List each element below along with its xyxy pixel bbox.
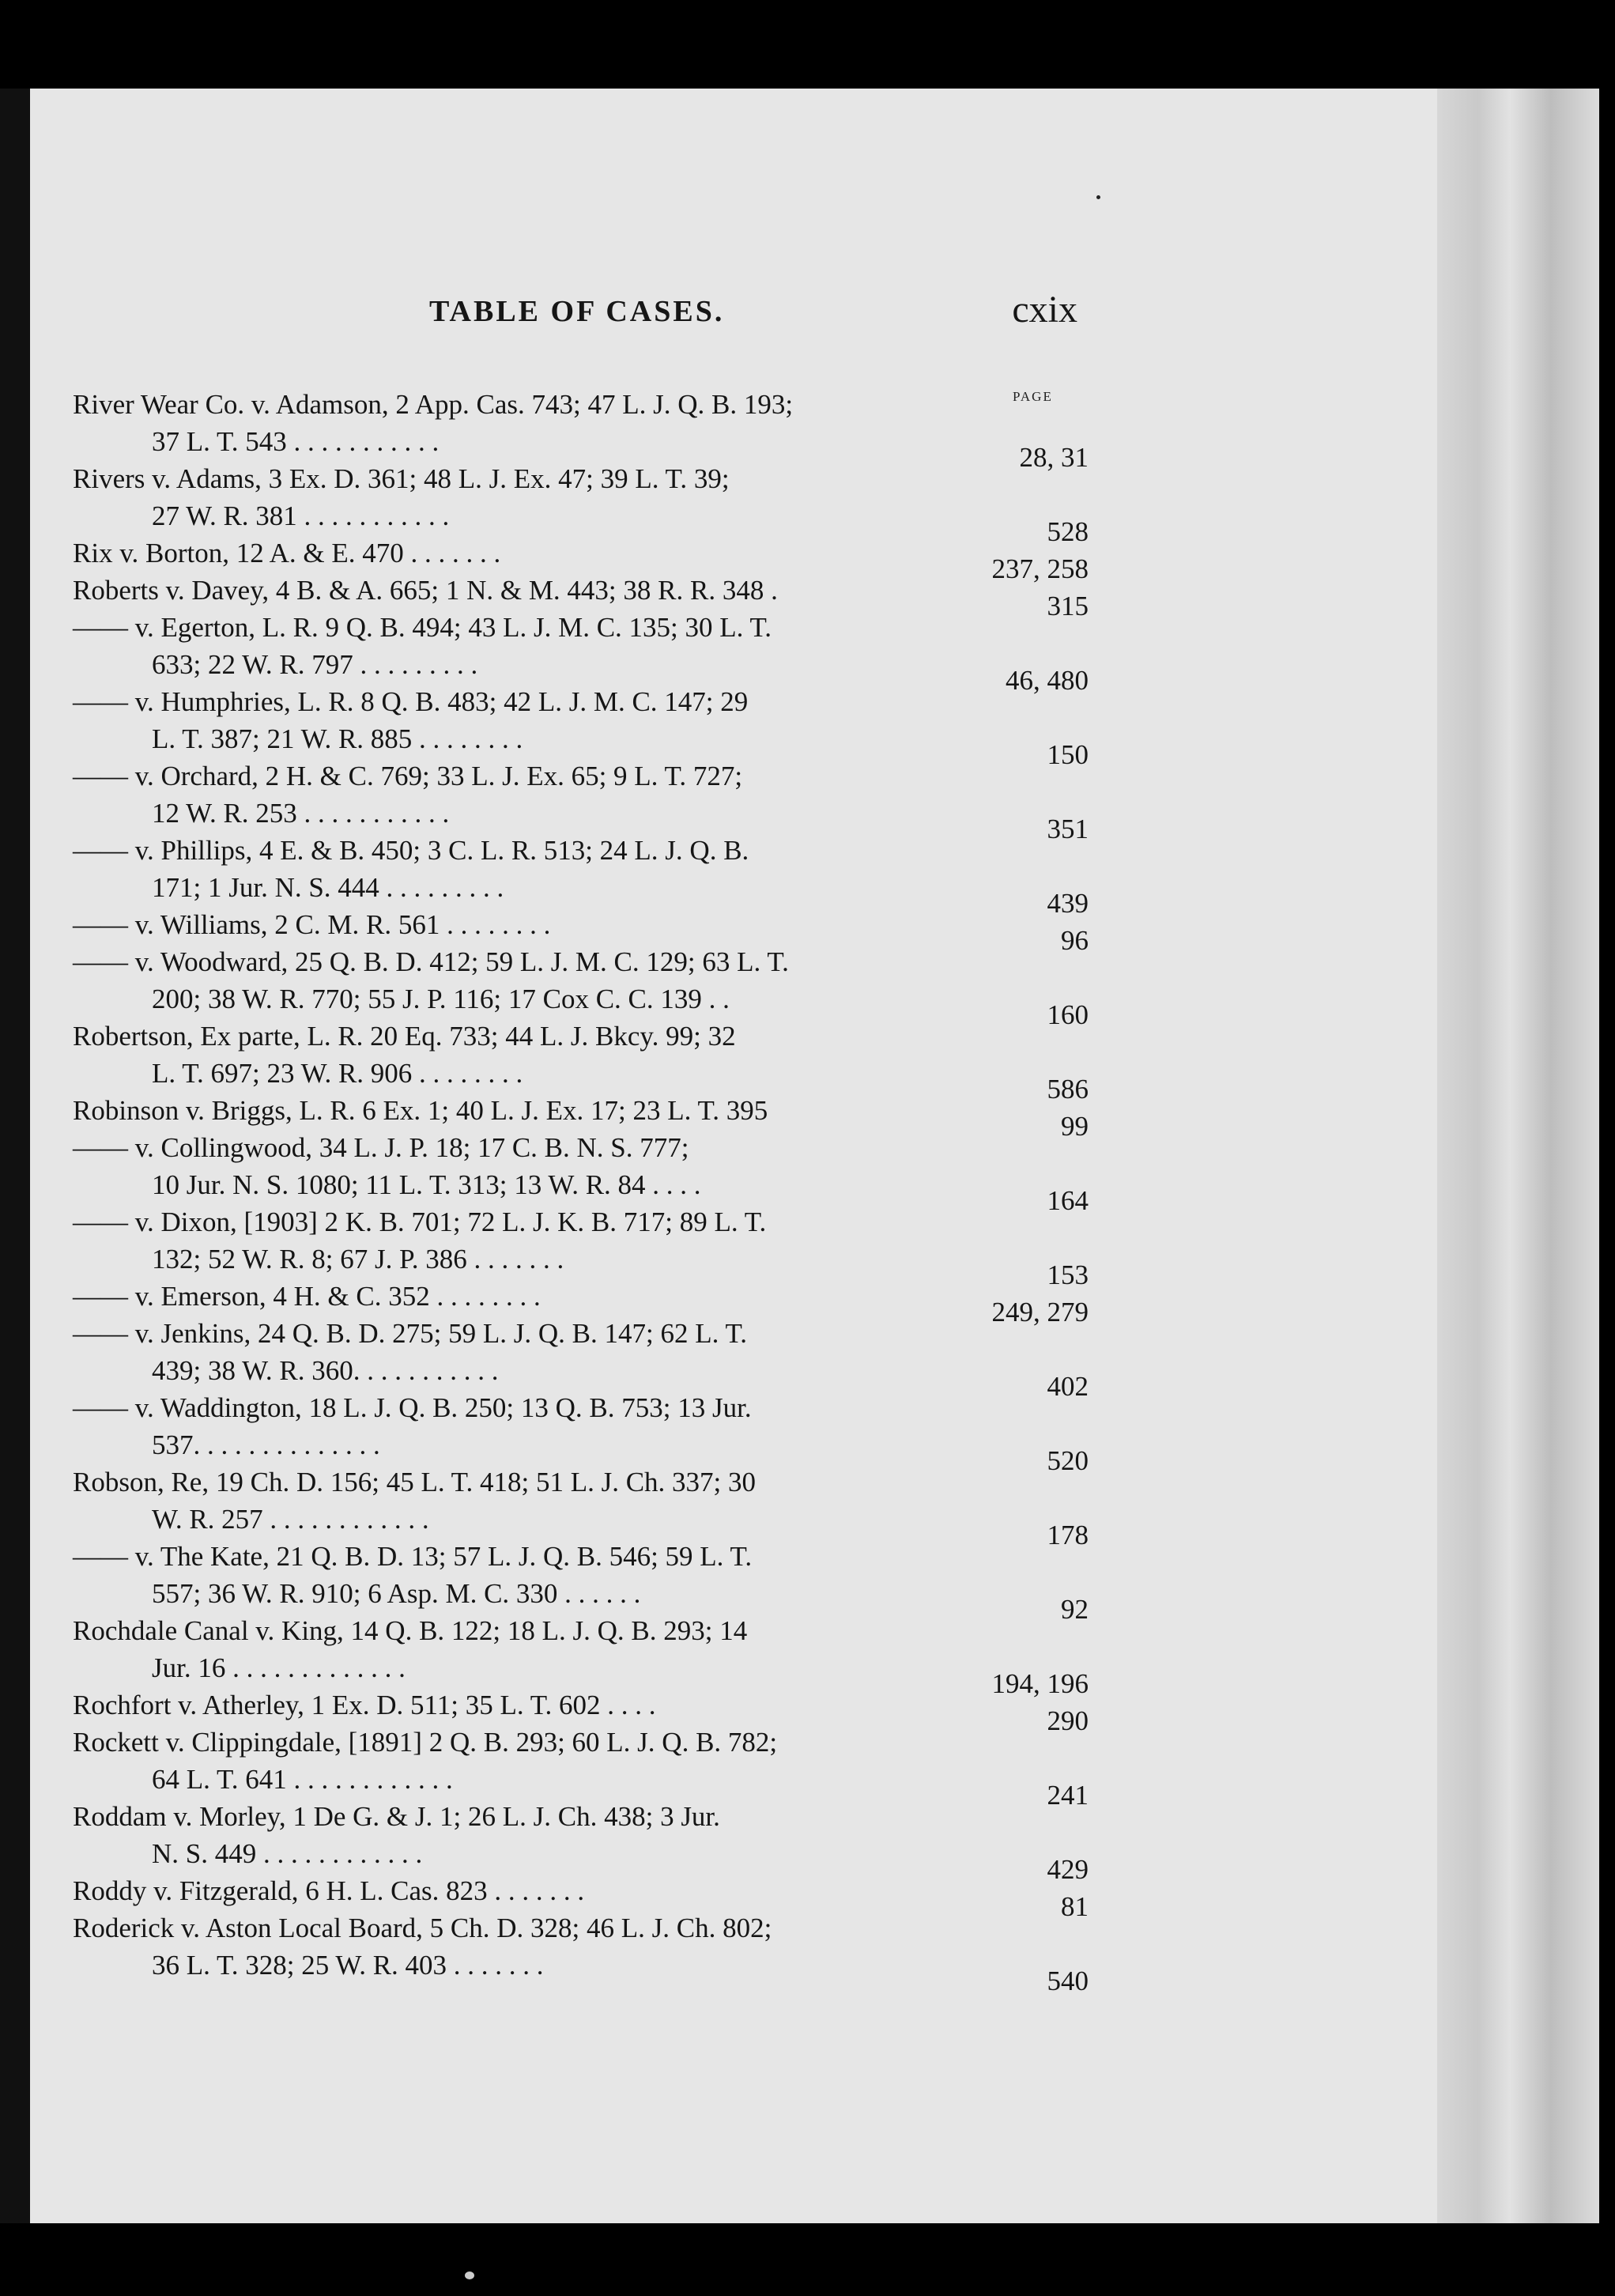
case-entry	[73, 906, 1089, 956]
case-citation-continued: N. S. 449 . . . . . . . . . . . .	[152, 1838, 423, 1869]
page-reference: 290	[1047, 1705, 1089, 1736]
case-citation-continued: 132; 52 W. R. 8; 67 J. P. 386 . . . . . . .	[152, 1244, 564, 1275]
page-reference: 153	[1047, 1259, 1089, 1290]
case-citation-continued: 171; 1 Jur. N. S. 444 . . . . . . . . .	[152, 872, 504, 903]
case-citation-continued: L. T. 387; 21 W. R. 885 . . . . . . . .	[152, 723, 523, 754]
case-entry	[73, 832, 1089, 919]
case-citation: —— v. Humphries, L. R. 8 Q. B. 483; 42 L. J. M. C. 147; 29	[73, 686, 749, 717]
case-entry	[73, 1315, 1089, 1402]
case-entry	[73, 1278, 1089, 1327]
page-reference: 249, 279	[991, 1297, 1089, 1327]
case-citation-continued: Jur. 16 . . . . . . . . . . . . .	[152, 1652, 406, 1683]
case-entry	[73, 1798, 1089, 1885]
case-entry	[73, 386, 1089, 473]
case-entries	[73, 386, 1089, 1996]
case-citation: Rockett v. Clippingdale, [1891] 2 Q. B. 293; 60 L. J. Q. B. 782;	[73, 1727, 778, 1758]
case-entry	[73, 609, 1089, 696]
page-reference: 520	[1047, 1445, 1089, 1476]
page-header	[429, 289, 1077, 342]
page-reference: 92	[1061, 1594, 1089, 1625]
case-entry	[73, 534, 1089, 584]
running-head: TABLE OF CASES.	[429, 295, 725, 328]
case-citation-continued: L. T. 697; 23 W. R. 906 . . . . . . . .	[152, 1058, 523, 1089]
case-citation-continued: 10 Jur. N. S. 1080; 11 L. T. 313; 13 W. R. 84 . . . .	[152, 1169, 701, 1200]
case-citation: —— v. The Kate, 21 Q. B. D. 13; 57 L. J. Q. B. 546; 59 L. T.	[73, 1541, 753, 1572]
page-reference: 402	[1047, 1371, 1089, 1402]
page-reference: 164	[1047, 1185, 1089, 1216]
page-column-label: PAGE	[1013, 389, 1053, 404]
case-entry	[73, 943, 1089, 1030]
case-citation: River Wear Co. v. Adamson, 2 App. Cas. 743; 47 L. J. Q. B. 193;	[73, 389, 794, 420]
page-reference: 241	[1047, 1780, 1089, 1811]
page-reference: 81	[1061, 1891, 1089, 1922]
page-reference: 429	[1047, 1854, 1089, 1885]
case-entry	[73, 757, 1089, 844]
case-entry	[73, 1018, 1089, 1105]
case-citation: —— v. Emerson, 4 H. & C. 352 . . . . . . . .	[73, 1281, 541, 1312]
page-reference: 237, 258	[991, 553, 1089, 584]
case-entry	[73, 1538, 1089, 1625]
case-citation: Robson, Re, 19 Ch. D. 156; 45 L. T. 418; 51 L. J. Ch. 337; 30	[73, 1467, 757, 1497]
page-reference: 96	[1061, 925, 1089, 956]
case-entry	[73, 1909, 1089, 1996]
page-reference: 194, 196	[991, 1668, 1089, 1699]
case-citation: Roddam v. Morley, 1 De G. & J. 1; 26 L. J. Ch. 438; 3 Jur.	[73, 1801, 720, 1832]
page-reference: 46, 480	[1006, 665, 1089, 696]
case-citation: Rivers v. Adams, 3 Ex. D. 361; 48 L. J. Ex. 47; 39 L. T. 39;	[73, 463, 730, 494]
page-reference: 160	[1047, 999, 1089, 1030]
dust-speck	[1096, 195, 1100, 199]
case-citation-continued: 36 L. T. 328; 25 W. R. 403 . . . . . . .	[152, 1950, 544, 1981]
case-entry	[73, 1463, 1089, 1550]
case-citation-continued: 12 W. R. 253 . . . . . . . . . . .	[152, 798, 450, 829]
case-citation-continued: 557; 36 W. R. 910; 6 Asp. M. C. 330 . . . . . .	[152, 1578, 641, 1609]
case-citation-continued: 200; 38 W. R. 770; 55 J. P. 116; 17 Cox C. C. 139 . .	[152, 984, 730, 1014]
case-entry	[73, 460, 1089, 547]
case-citation: —— v. Collingwood, 34 L. J. P. 18; 17 C. B. N. S. 777;	[73, 1132, 689, 1163]
case-entry	[73, 1872, 1089, 1922]
case-citation: Roddy v. Fitzgerald, 6 H. L. Cas. 823 . . . . . . .	[73, 1875, 585, 1906]
case-citation-continued: 439; 38 W. R. 360. . . . . . . . . . .	[152, 1355, 499, 1386]
case-entry	[73, 1203, 1089, 1290]
page-reference: 99	[1061, 1111, 1089, 1142]
case-citation: Robinson v. Briggs, L. R. 6 Ex. 1; 40 L. J. Ex. 17; 23 L. T. 395	[73, 1095, 768, 1126]
case-citation-continued: 27 W. R. 381 . . . . . . . . . . .	[152, 500, 450, 531]
case-citation: —— v. Williams, 2 C. M. R. 561 . . . . . . . .	[73, 909, 551, 940]
case-citation-continued: W. R. 257 . . . . . . . . . . . .	[152, 1504, 429, 1535]
page-reference: 586	[1047, 1074, 1089, 1105]
case-citation: Rochdale Canal v. King, 14 Q. B. 122; 18 L. J. Q. B. 293; 14	[73, 1615, 748, 1646]
case-citation: —— v. Egerton, L. R. 9 Q. B. 494; 43 L. J. M. C. 135; 30 L. T.	[73, 612, 772, 643]
page-reference: 178	[1047, 1520, 1089, 1550]
page-edge-shadow	[1437, 89, 1599, 2223]
page-reference: 528	[1047, 516, 1089, 547]
case-citation: —— v. Phillips, 4 E. & B. 450; 3 C. L. R. 513; 24 L. J. Q. B.	[73, 835, 749, 866]
page-reference: 28, 31	[1019, 442, 1089, 473]
case-citation: Roberts v. Davey, 4 B. & A. 665; 1 N. & M. 443; 38 R. R. 348 .	[73, 575, 778, 606]
case-citation: Roderick v. Aston Local Board, 5 Ch. D. 328; 46 L. J. Ch. 802;	[73, 1913, 772, 1943]
case-entry	[73, 1686, 1089, 1736]
case-citation: Rochfort v. Atherley, 1 Ex. D. 511; 35 L. T. 602 . . . .	[73, 1690, 656, 1720]
case-entry	[73, 572, 1089, 621]
folio: cxix	[1012, 289, 1077, 330]
case-citation: —— v. Woodward, 25 Q. B. D. 412; 59 L. J. M. C. 129; 63 L. T.	[73, 946, 789, 977]
page-reference: 540	[1047, 1966, 1089, 1996]
case-citation: —— v. Orchard, 2 H. & C. 769; 33 L. J. Ex. 65; 9 L. T. 727;	[73, 761, 743, 791]
case-entry	[73, 1129, 1089, 1216]
case-citation: —— v. Waddington, 18 L. J. Q. B. 250; 13 Q. B. 753; 13 Jur.	[73, 1392, 752, 1423]
case-entry	[73, 1724, 1089, 1811]
case-citation: —— v. Jenkins, 24 Q. B. D. 275; 59 L. J. Q. B. 147; 62 L. T.	[73, 1318, 747, 1349]
case-entry	[73, 1612, 1089, 1699]
case-citation: Robertson, Ex parte, L. R. 20 Eq. 733; 44 L. J. Bkcy. 99; 32	[73, 1021, 736, 1052]
case-citation-continued: 633; 22 W. R. 797 . . . . . . . . .	[152, 649, 478, 680]
case-entry	[73, 683, 1089, 770]
page-reference: 150	[1047, 739, 1089, 770]
page-reference: 315	[1047, 591, 1089, 621]
page-reference: 439	[1047, 888, 1089, 919]
case-citation: —— v. Dixon, [1903] 2 K. B. 701; 72 L. J. K. B. 717; 89 L. T.	[73, 1207, 767, 1237]
page-reference: 351	[1047, 814, 1089, 844]
case-citation-continued: 537. . . . . . . . . . . . . .	[152, 1429, 380, 1460]
dust-speck	[465, 2271, 474, 2279]
scan-left-border	[0, 89, 30, 2223]
case-citation-continued: 64 L. T. 641 . . . . . . . . . . . .	[152, 1764, 453, 1795]
case-entry	[73, 1389, 1089, 1476]
case-citation: Rix v. Borton, 12 A. & E. 470 . . . . . . .	[73, 538, 501, 568]
case-citation-continued: 37 L. T. 543 . . . . . . . . . . .	[152, 426, 440, 457]
case-entry	[73, 1092, 1089, 1142]
